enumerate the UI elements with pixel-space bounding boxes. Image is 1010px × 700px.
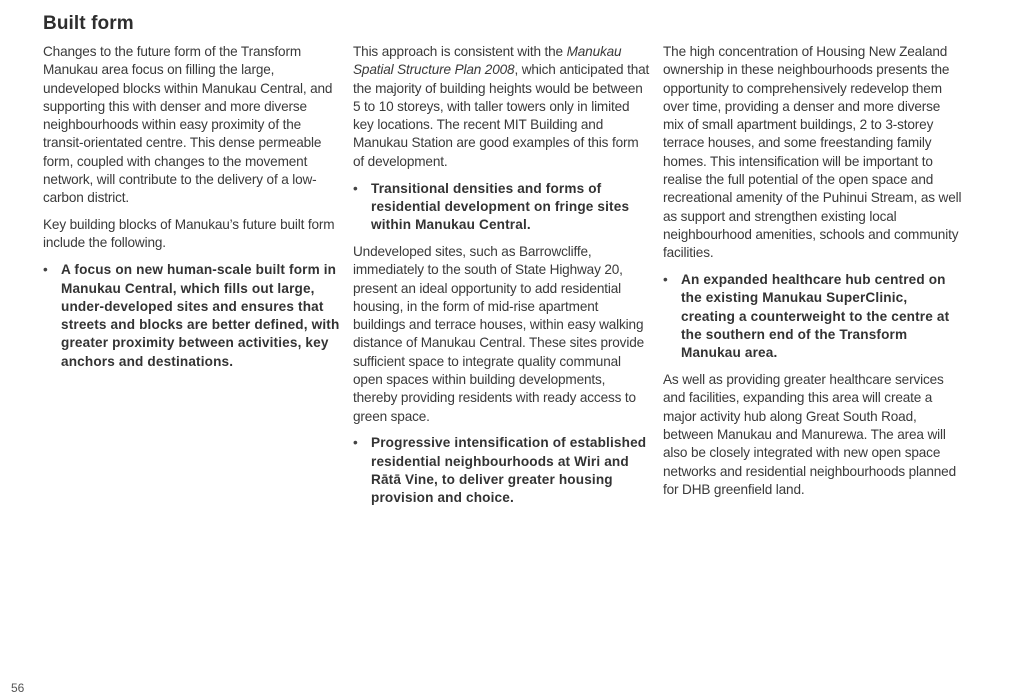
text-column-3 <box>663 43 963 508</box>
text-column-1 <box>43 43 343 380</box>
paragraph-text-after: , which anticipated that the majority of building heights would be between 5 to 10 storeys, with taller towers only in limited key locations. The recent MIT Building and Manukau Station are good examples of this form of development. <box>353 62 650 169</box>
bullet-marker-icon: • <box>663 272 668 288</box>
housing-nz-paragraph: The high concentration of Housing New Zealand ownership in these neighbourhoods presents the opportunity to comprehensively redevelop them over time, providing a denser and more diverse mix of small apartment buildings, 2 to 3-storey terrace houses, and some freestanding family homes. This intensification will be important to realise the full potential of the open space and recreational amenity of the Puhinui Stream, as well as support and strengthen existing local neighbourhood amenities, schools and community facilities. <box>663 44 962 261</box>
bullet-text: Transitional densities and forms of residential development on fringe sites within Manukau Central. <box>371 180 630 233</box>
bullet-healthcare-hub <box>663 271 963 362</box>
bullet-marker-icon: • <box>353 435 358 451</box>
spatial-plan-paragraph <box>353 43 653 171</box>
bullet-marker-icon: • <box>43 262 48 278</box>
bullet-text: A focus on new human-scale built form in Manukau Central, which fills out large, under-developed sites and ensures that streets and blocks are better defined, with greater proximity between activities, key anchors and destinations. <box>61 262 340 369</box>
text-column-2 <box>353 43 653 516</box>
section-heading: Built form <box>43 13 134 34</box>
bullet-progressive-intensification <box>353 434 653 507</box>
paragraph-text-before: This approach is consistent with the <box>353 44 567 59</box>
healthcare-paragraph: As well as providing greater healthcare services and facilities, expanding this area will create a major activity hub along Great South Road, between Manukau and Manurewa. The area will also be closely integrated with new open space networks and residential neighbourhoods planned for DHB greenfield land. <box>663 372 956 497</box>
bullet-transitional-densities <box>353 180 653 235</box>
undeveloped-sites-paragraph: Undeveloped sites, such as Barrowcliffe, immediately to the south of State Highway 20, present an ideal opportunity to add residential housing, in the form of mid-rise apartment buildings and terrace houses, within easy walking distance of Manukau Central. These sites provide sufficient space to integrate quality communal open spaces within building developments, thereby providing residents with ready access to green space. <box>353 243 645 424</box>
bullet-text: Progressive intensification of established residential neighbourhoods at Wiri and Rātā Vine, to deliver greater housing provision and choice. <box>371 435 647 506</box>
page-number: 56 <box>11 681 25 695</box>
plan-title-reference: Manukau Spatial Structure Plan 2008 <box>353 44 622 78</box>
bullet-human-scale-built-form <box>43 261 343 371</box>
building-blocks-intro-paragraph: Key building blocks of Manukau’s future built form include the following. <box>43 217 335 251</box>
bullet-marker-icon: • <box>353 180 358 196</box>
intro-paragraph: Changes to the future form of the Transform Manukau area focus on filling the large, undeveloped blocks within Manukau Central, and supporting this with denser and more diverse neighbourhoods within easy proximity of the transit-orientated centre. This dense permeable form, coupled with changes to the movement network, will contribute to the delivery of a low-carbon district. <box>43 44 333 206</box>
bullet-text: An expanded healthcare hub centred on the existing Manukau SuperClinic, creating a counterweight to the centre at the southern end of the Transform Manukau area. <box>681 272 950 361</box>
